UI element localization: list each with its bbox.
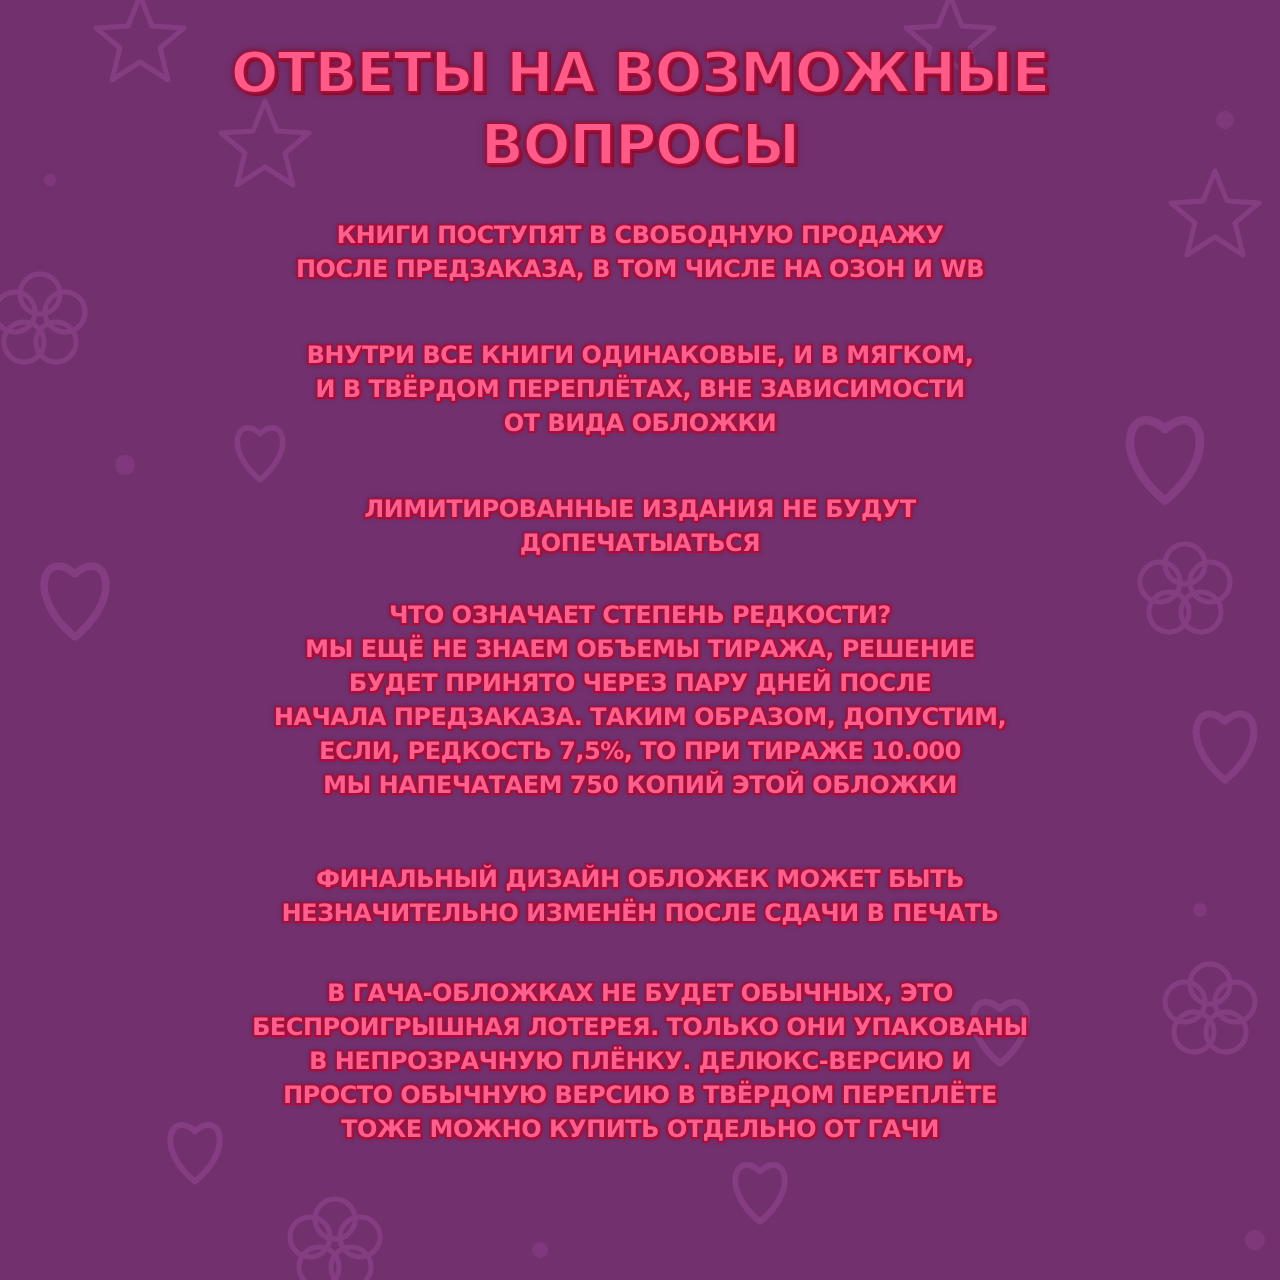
faq-line: И В ТВЁРДОМ ПЕРЕПЛЁТАХ, ВНЕ ЗАВИСИМОСТИ xyxy=(315,375,965,403)
faq-line: ДОПЕЧАТЫАТЬСЯ xyxy=(519,529,761,557)
faq-line: НЕЗНАЧИТЕЛЬНО ИЗМЕНЁН ПОСЛЕ СДАЧИ В ПЕЧАТЬ xyxy=(281,899,999,927)
title-line: ВОПРОСЫ xyxy=(481,113,799,178)
faq-line: ПРОСТО ОБЫЧНУЮ ВЕРСИЮ В ТВЁРДОМ ПЕРЕПЛЁТЕ xyxy=(283,1081,997,1109)
faq-line: МЫ ЕЩЁ НЕ ЗНАЕМ ОБЪЕМЫ ТИРАЖА, РЕШЕНИЕ xyxy=(305,635,975,663)
faq-line: МЫ НАПЕЧАТАЕМ 750 КОПИЙ ЭТОЙ ОБЛОЖКИ xyxy=(323,771,957,799)
faq-item xyxy=(0,218,1280,286)
faq-line: БУДЕТ ПРИНЯТО ЧЕРЕЗ ПАРУ ДНЕЙ ПОСЛЕ xyxy=(348,669,932,697)
faq-line: ВНУТРИ ВСЕ КНИГИ ОДИНАКОВЫЕ, И В МЯГКОМ, xyxy=(306,341,974,369)
faq-item xyxy=(0,976,1280,1146)
faq-line: ЧТО ОЗНАЧАЕТ СТЕПЕНЬ РЕДКОСТИ? xyxy=(389,601,891,629)
faq-line: ЛИМИТИРОВАННЫЕ ИЗДАНИЯ НЕ БУДУТ xyxy=(364,495,916,523)
page-title xyxy=(0,38,1280,182)
faq-line: ПОСЛЕ ПРЕДЗАКАЗА, В ТОМ ЧИСЛЕ НА ОЗОН И WB xyxy=(295,255,985,283)
faq-line: НАЧАЛА ПРЕДЗАКАЗА. ТАКИМ ОБРАЗОМ, ДОПУСТИМ, xyxy=(273,703,1007,731)
faq-line: ОТ ВИДА ОБЛОЖКИ xyxy=(503,409,777,437)
faq-item xyxy=(0,862,1280,930)
title-line: ОТВЕТЫ НА ВОЗМОЖНЫЕ xyxy=(230,41,1050,106)
faq-item xyxy=(0,492,1280,560)
faq-line: ТОЖЕ МОЖНО КУПИТЬ ОТДЕЛЬНО ОТ ГАЧИ xyxy=(341,1115,939,1143)
faq-line: КНИГИ ПОСТУПЯТ В СВОБОДНУЮ ПРОДАЖУ xyxy=(336,221,944,249)
faq-item xyxy=(0,598,1280,802)
faq-line: ФИНАЛЬНЫЙ ДИЗАЙН ОБЛОЖЕК МОЖЕТ БЫТЬ xyxy=(316,865,964,893)
faq-line: ЕСЛИ, РЕДКОСТЬ 7,5%, ТО ПРИ ТИРАЖЕ 10.000 xyxy=(319,737,961,765)
faq-item xyxy=(0,338,1280,440)
faq-line: В НЕПРОЗРАЧНУЮ ПЛЁНКУ. ДЕЛЮКС-ВЕРСИЮ И xyxy=(309,1047,971,1075)
faq-line: В ГАЧА-ОБЛОЖКАХ НЕ БУДЕТ ОБЫЧНЫХ, ЭТО xyxy=(327,979,953,1007)
faq-line: БЕСПРОИГРЫШНАЯ ЛОТЕРЕЯ. ТОЛЬКО ОНИ УПАКОВАНЫ xyxy=(252,1013,1028,1041)
